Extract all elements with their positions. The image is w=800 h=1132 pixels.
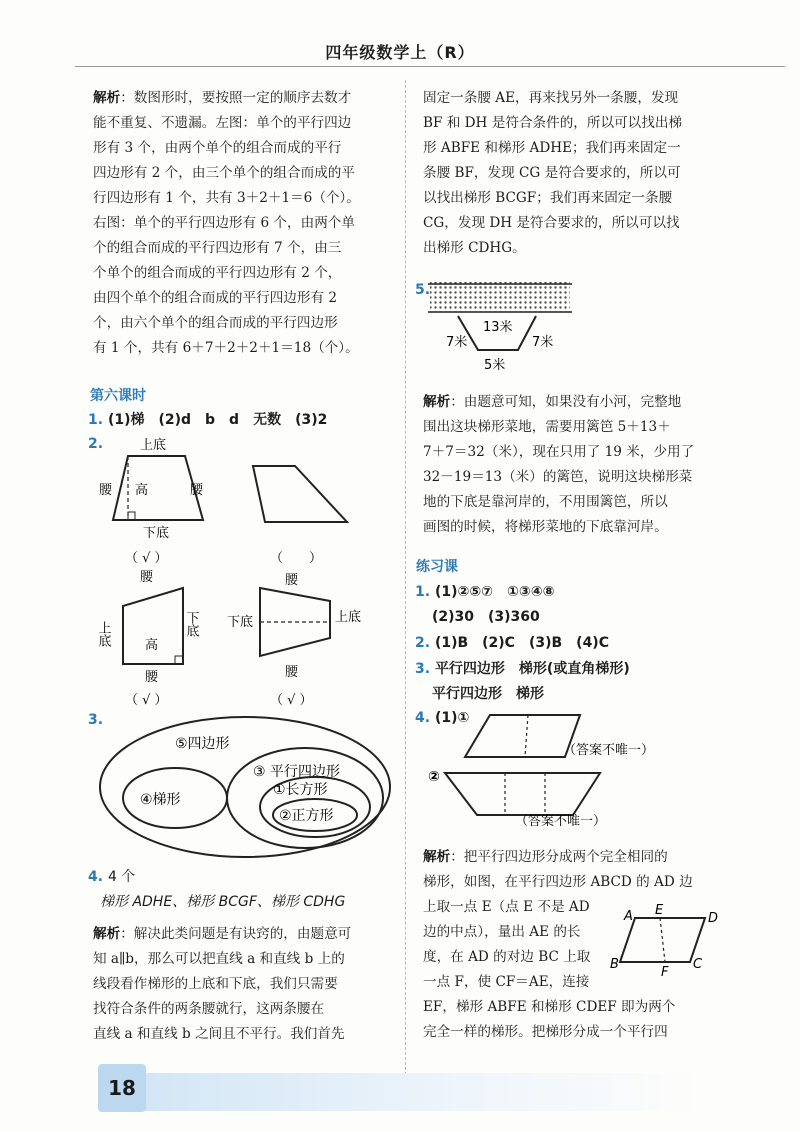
text-line: 直线 a 和直线 b 之间且不平行。我们首先 <box>93 1026 345 1042</box>
checkmark-answer: （ √ ） <box>125 693 168 708</box>
text-line: 固定一条腰 AE，再来找另外一条腰，发现 <box>423 90 679 106</box>
label-rectangle: ①长方形 <box>273 782 328 798</box>
label-bottom-base: 下底 <box>143 526 170 541</box>
point-d: D <box>708 911 719 926</box>
text-line: 解析：把平行四边形分成两个完全相同的 <box>423 849 668 865</box>
text-line: EF，梯形 ABFE 和梯形 CDEF 即为两个 <box>423 999 676 1015</box>
text-line: 个，由六个单个的组合而成的平行四边形 <box>93 315 338 331</box>
label-leg: 腰 <box>190 483 204 498</box>
dividing-line <box>525 715 528 757</box>
label-parallelogram: ③ 平行四边形 <box>253 764 341 780</box>
segment-ef <box>660 918 665 962</box>
text-line: 一点 F，使 CF＝AE，连接 <box>423 974 590 990</box>
text-line: 个单个的组合而成的平行四边形有 2 个， <box>93 265 342 281</box>
question-2-number: 2. <box>88 436 104 452</box>
parallelogram-abcd-figure <box>610 900 720 980</box>
quadrilateral-set <box>100 717 390 857</box>
practice-4-figures <box>425 705 685 830</box>
question-4: 4. 4 个 <box>88 869 136 885</box>
text-line: 7＋7＝32（米），现在只用了 19 米，少用了 <box>423 444 695 460</box>
text-line: 形有 3 个，由两个单个的组合而成的平行 <box>93 140 342 156</box>
label-leg: 腰 <box>285 573 299 588</box>
checkmark-answer: （ √ ） <box>270 693 313 708</box>
text-line: 画图的时候，将梯形菜地的下底靠河岸。 <box>423 519 668 535</box>
text-line: 右图：单个的平行四边形有 6 个，由两个单 <box>93 215 355 231</box>
text-line: 解析：解决此类问题是有诀窍的，由题意可 <box>93 926 352 942</box>
parallelogram-set <box>227 748 383 848</box>
checkmark-answer: （ ） <box>270 551 323 566</box>
label-leg: 腰 <box>145 670 159 685</box>
trapezoid-shape <box>445 773 600 815</box>
q2-figures <box>95 436 395 711</box>
point-b: B <box>610 957 619 972</box>
right-angle-mark <box>128 512 135 520</box>
text-line: 形 ABFE 和梯形 ADHE；我们再来固定一 <box>423 140 681 156</box>
parallelogram-abcd <box>620 918 705 962</box>
label-square: ②正方形 <box>279 808 334 824</box>
sub-answer-2: ② <box>428 769 440 785</box>
label-trapezoid: ④梯形 <box>140 792 181 808</box>
note-not-unique: （答案不唯一） <box>563 743 655 758</box>
label-height: 高 <box>135 483 149 498</box>
column-divider <box>405 80 406 1080</box>
practice-4: 4. (1)① <box>415 710 470 726</box>
label-leg: 腰 <box>99 483 113 498</box>
analysis-block-4 <box>93 922 398 1047</box>
point-a: A <box>624 909 633 924</box>
text-line: 边的中点），量出 AE 的长 <box>423 924 581 940</box>
text-line: BF 和 DH 是符合条件的，所以可以找出梯 <box>423 115 683 131</box>
point-e: E <box>655 903 664 918</box>
text-line: 围出这块梯形菜地，需要用篱笆 5＋13＋ <box>423 419 671 435</box>
label-quadrilateral: ⑤四边形 <box>175 736 230 752</box>
text-line: 线段看作梯形的上底和下底，我们只需要 <box>93 976 338 992</box>
text-line: 个的组合而成的平行四边形有 7 个，由三 <box>93 240 342 256</box>
point-c: C <box>693 957 703 972</box>
text-line: 四边形有 2 个，由三个单个的组合而成的平 <box>93 165 355 181</box>
text-line: 解析：由题意可知，如果没有小河，完整地 <box>423 394 682 410</box>
right-angle-mark <box>175 656 183 664</box>
text-line: 梯形，如图，在平行四边形 ABCD 的 AD 边 <box>423 874 693 890</box>
text-line: 能不重复、不遗漏。左图：单个的平行四边 <box>93 115 352 131</box>
practice-1: 1. (1)②⑤⑦ ①③④⑧ <box>415 584 555 600</box>
text-line: CG，发现 DH 是符合要求的，所以可以找 <box>423 215 680 231</box>
label-bottom: 5米 <box>484 358 506 373</box>
text-line: 由四个单个的组合而成的平行四边形有 2 <box>93 290 338 306</box>
label-height: 高 <box>145 638 159 653</box>
header-rule <box>75 66 785 67</box>
analysis-continuation <box>423 86 723 261</box>
label-left: 7米 <box>446 335 468 350</box>
note-not-unique: （答案不唯一） <box>515 814 607 829</box>
question-4-answer: 梯形 ADHE、梯形 BCGF、梯形 CDHG <box>100 894 346 910</box>
label-leg: 腰 <box>285 665 299 680</box>
page-header: 四年级数学上（R） <box>325 43 475 62</box>
question-5-number: 5. <box>415 282 431 298</box>
label-top-base: 上底 <box>335 610 362 625</box>
text-line: 解析：数图形时，要按照一定的顺序去数才 <box>93 90 352 106</box>
section-title-practice: 练习课 <box>416 559 458 575</box>
q5-garden-figure <box>428 280 578 380</box>
text-line: 知 a∥b，那么可以把直线 a 和直线 b 上的 <box>93 951 345 967</box>
label-right: 7米 <box>532 335 554 350</box>
question-3-number: 3. <box>88 712 104 728</box>
label-top-base: 上底 <box>95 621 111 647</box>
text-line: 32－19＝13（米）的篱笆，说明这块梯形菜 <box>423 469 693 485</box>
text-line: 完全一样的梯形。把梯形分成一个平行四 <box>423 1024 668 1040</box>
page-number: 18 <box>98 1064 146 1112</box>
text-line: 行四边形有 1 个，共有 3＋2＋1＝6（个）。 <box>93 190 360 206</box>
page-footer-bar <box>100 1073 700 1111</box>
analysis-block-1 <box>93 86 398 361</box>
text-line: 以找出梯形 BCGF；我们再来固定一条腰 <box>423 190 673 206</box>
label-bottom-base: 下底 <box>183 611 199 637</box>
practice-2: 2. (1)B (2)C (3)B (4)C <box>415 635 609 651</box>
analysis-block-5 <box>423 390 723 540</box>
section-title-lesson6: 第六课时 <box>90 388 146 404</box>
text-line: 地的下底是靠河岸的，不用围篱笆，所以 <box>423 494 668 510</box>
text-line: 条腰 BF，发现 CG 是符合要求的，所以可 <box>423 165 681 181</box>
text-line: 找符合条件的两条腰就行，这两条腰在 <box>93 1001 325 1017</box>
text-line: 上取一点 E（点 E 不是 AD <box>423 899 590 915</box>
checkmark-answer: （ √ ） <box>125 551 168 566</box>
text-line: 度，在 AD 的对边 BC 上取 <box>423 949 591 965</box>
label-bottom-base: 下底 <box>227 615 254 630</box>
practice-3-b: 平行四边形 梯形 <box>432 686 544 702</box>
label-top: 13米 <box>483 320 513 335</box>
practice-3: 3. 平行四边形 梯形(或直角梯形) <box>415 661 630 677</box>
label-leg: 腰 <box>140 570 154 585</box>
point-f: F <box>661 965 669 980</box>
text-line: 出梯形 CDHG。 <box>423 240 526 256</box>
question-1: 1. (1)梯 (2)d b d 无数 (3)2 <box>88 412 328 428</box>
river-band <box>430 282 570 312</box>
practice-1-b: (2)30 (3)360 <box>432 609 540 625</box>
quadrilateral-shape-2 <box>253 466 347 522</box>
text-line: 有 1 个，共有 6＋7＋2＋2＋1＝18（个）。 <box>93 340 359 356</box>
q3-venn-diagram <box>95 712 395 862</box>
label-top-base: 上底 <box>140 438 167 453</box>
